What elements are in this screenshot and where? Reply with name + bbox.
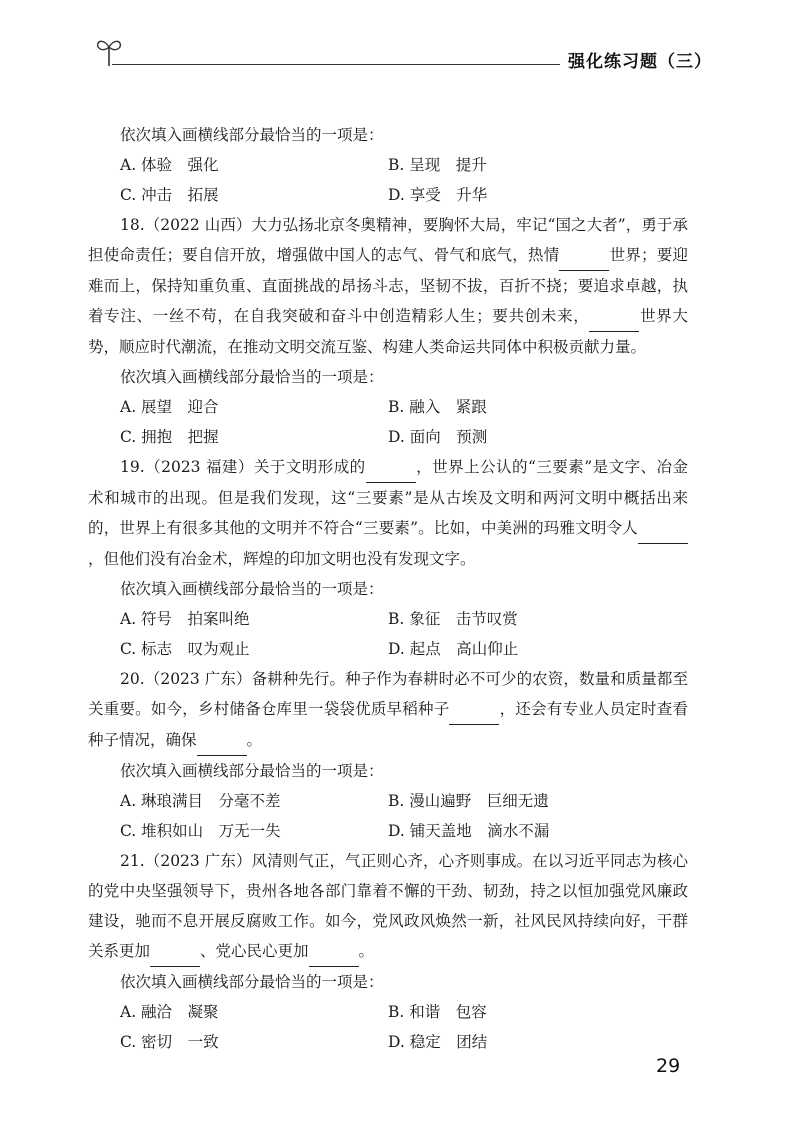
question-number: 21. <box>120 852 145 870</box>
answer-blank <box>197 725 247 756</box>
question-prompt: 依次填入画横线部分最恰当的一项是： <box>120 126 384 144</box>
answer-option: A. 符号 拍案叫绝 <box>120 610 250 628</box>
question-text: 19.（2023 福建）关于文明形成的 ，世界上公认的“三要素”是文字、冶金术和城市的出现。但是我们发现，这“三要素”是从古埃及文明和两河文明中概括出来的，世界上有很多其他的文明并不符合“三要素”。比如，中美洲的玛雅文明令人 ，但他们没有冶金术，辉煌的印加文明也没有发现文字。 <box>88 452 688 574</box>
answer-blank <box>309 936 359 967</box>
question-text: 21.（2023 广东）风清则气正，气正则心齐，心齐则事成。在以习近平同志为核心的党中央坚强领导下，贵州各地各部门靠着不懈的干劲、韧劲，持之以恒加强党风廉政建设，驰而不息开展反腐败工作。如今，党风政风焕然一新，社风民风持续向好，干群关系更加 、党心民心更加 。 <box>88 846 688 967</box>
question-block <box>88 846 688 1057</box>
answer-blank <box>589 301 639 332</box>
answer-option: D. 铺天盖地 滴水不漏 <box>388 822 550 840</box>
answer-option: C. 拥抱 把握 <box>120 428 219 446</box>
question-number: 18. <box>120 216 145 234</box>
question-number: 19. <box>120 458 145 476</box>
answer-blank <box>559 240 609 271</box>
options-grid <box>88 786 688 846</box>
answer-option: B. 和谐 包容 <box>388 1003 487 1021</box>
answer-option: B. 呈现 提升 <box>388 156 487 174</box>
question-text: 18.（2022 山西）大力弘扬北京冬奥精神，要胸怀大局，牢记“国之大者”，勇于承担使命责任；要自信开放，增强做中国人的志气、骨气和底气，热情 世界；要迎难而上，保持知重负重、直面挑战的昂扬斗志，坚韧不拔，百折不挠；要追求卓越，执着专注、一丝不苟，在自我突破和奋斗中创造精彩人生；要共创未来， 世界大势，顺应时代潮流，在推动文明交流互鉴、构建人类命运共同体中积极贡献力量。 <box>88 216 688 356</box>
answer-option: D. 稳定 团结 <box>388 1033 488 1051</box>
answer-option: A. 展望 迎合 <box>120 398 219 416</box>
answer-option: C. 堆积如山 万无一失 <box>120 822 281 840</box>
answer-option: D. 面向 预测 <box>388 428 488 446</box>
answer-option: B. 漫山遍野 巨细无遗 <box>388 792 549 810</box>
answer-option: C. 密切 一致 <box>120 1033 219 1051</box>
answer-blank <box>150 936 200 967</box>
answer-option: D. 享受 升华 <box>388 186 488 204</box>
answer-option: B. 融入 紧跟 <box>388 398 487 416</box>
answer-option: A. 体验 强化 <box>120 156 219 174</box>
question-number: 20. <box>120 670 145 688</box>
answer-option: C. 冲击 拓展 <box>120 186 219 204</box>
question-block <box>88 452 688 664</box>
page-number: 29 <box>656 1055 681 1077</box>
page-header <box>0 0 800 80</box>
options-grid <box>88 997 688 1057</box>
question-block <box>88 210 688 452</box>
answer-blank <box>449 694 499 725</box>
answer-option: A. 琳琅满目 分毫不差 <box>120 792 281 810</box>
answer-blank <box>366 452 416 483</box>
options-grid <box>88 150 688 210</box>
question-text: 20.（2023 广东）备耕种先行。种子作为春耕时必不可少的农资，数量和质量都至关重要。如今，乡村储备仓库里一袋袋优质早稻种子 ，还会有专业人员定时查看种子情况，确保 。 <box>88 664 688 756</box>
question-prompt: 依次填入画横线部分最恰当的一项是： <box>120 973 384 991</box>
question-prompt: 依次填入画横线部分最恰当的一项是： <box>120 368 384 386</box>
answer-option: D. 起点 高山仰止 <box>388 640 519 658</box>
answer-blank <box>638 513 688 544</box>
answer-option: C. 标志 叹为观止 <box>120 640 250 658</box>
question-prompt: 依次填入画横线部分最恰当的一项是： <box>120 580 384 598</box>
sprout-icon <box>94 32 124 68</box>
question-block <box>88 120 688 210</box>
answer-option: A. 融洽 凝聚 <box>120 1003 219 1021</box>
header-rule <box>112 64 560 65</box>
section-title: 强化练习题（三） <box>568 52 712 72</box>
options-grid <box>88 604 688 664</box>
question-prompt: 依次填入画横线部分最恰当的一项是： <box>120 762 384 780</box>
answer-option: B. 象征 击节叹赏 <box>388 610 518 628</box>
question-block <box>88 664 688 846</box>
options-grid <box>88 392 688 452</box>
exercise-content <box>88 120 688 1057</box>
